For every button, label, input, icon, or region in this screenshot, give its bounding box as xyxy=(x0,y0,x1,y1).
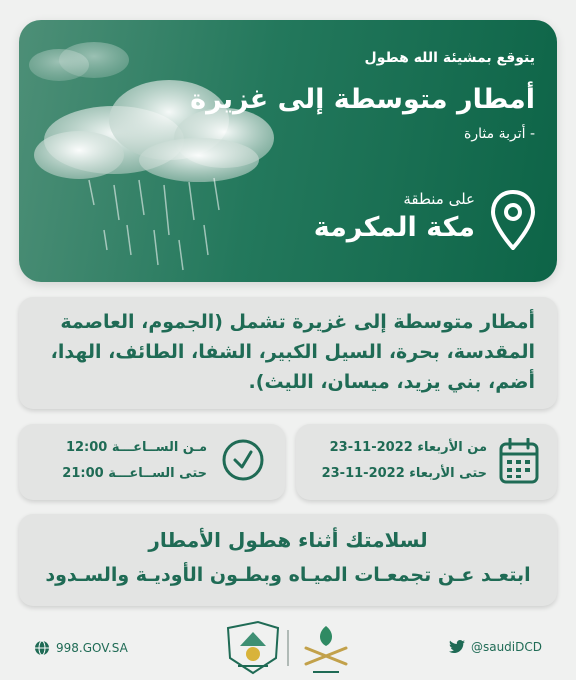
affected-areas-text: أمطار متوسطة إلى غزيرة تشمل (الجموم، العاصمة المقدسة، بحرة، السيل الكبير، الشفا، الطائف، الهدا، أضم، بني يزيد، ميسان، الليث). xyxy=(50,311,535,393)
location-pin-icon xyxy=(491,190,535,250)
safety-advice-card xyxy=(19,514,557,606)
cloud-rain-icon xyxy=(19,20,319,282)
civil-defense-emblem xyxy=(228,622,278,673)
twitter-handle: @saudiDCD xyxy=(470,640,542,654)
time-to: حتى الســاعـــة 21:00 xyxy=(62,466,207,481)
footer xyxy=(0,612,576,680)
region-name: مكة المكرمة xyxy=(313,212,475,243)
alert-headline: أمطار متوسطة إلى غزيرة xyxy=(190,84,535,115)
website-text: 998.GOV.SA xyxy=(56,641,128,655)
globe-icon xyxy=(34,640,50,656)
twitter-icon xyxy=(449,640,465,654)
time-card xyxy=(19,424,285,500)
safety-advice: ابتعـد عـن تجمعـات الميـاه وبطـون الأوديـة والسـدود xyxy=(45,564,531,586)
safety-title: لسلامتك أثناء هطول الأمطار xyxy=(148,528,428,552)
calendar-icon xyxy=(499,438,539,484)
weather-alert-banner xyxy=(19,20,557,282)
expect-text: يتوقع بمشيئة الله هطول xyxy=(364,50,535,66)
affected-areas-card xyxy=(19,297,557,409)
website-link[interactable] xyxy=(34,640,128,656)
date-to: حتى الأربعاء 2022-11-23 xyxy=(321,466,487,481)
date-card xyxy=(296,424,557,500)
region-label: على منطقة xyxy=(403,190,475,208)
time-from: مـن الســاعـــة 12:00 xyxy=(65,440,207,455)
alert-subline: - أتربة مثارة xyxy=(464,126,535,142)
twitter-link[interactable] xyxy=(449,640,542,654)
saudi-emblem xyxy=(306,626,346,672)
clock-icon xyxy=(221,438,265,482)
logos xyxy=(218,618,358,678)
date-from: من الأربعاء 2022-11-23 xyxy=(329,440,487,455)
